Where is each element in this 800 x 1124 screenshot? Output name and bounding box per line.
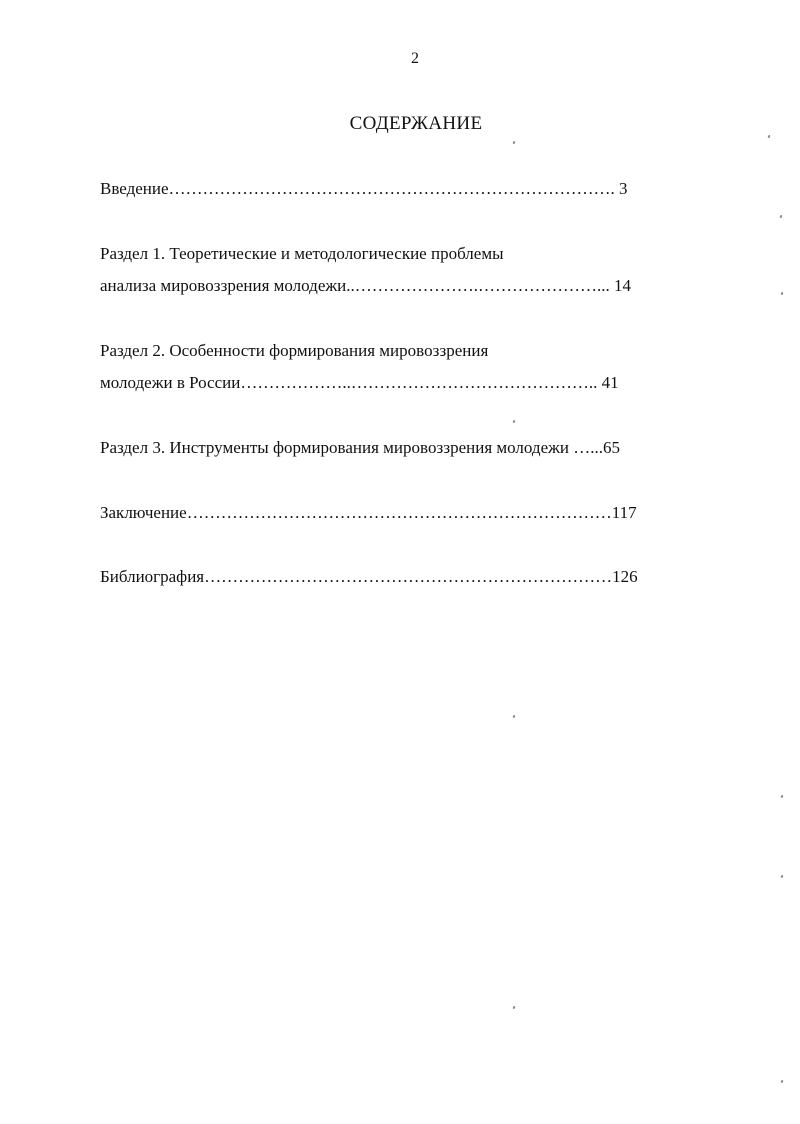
scan-speck [780, 1080, 783, 1084]
scan-speck [779, 215, 782, 219]
scan-speck [512, 1006, 515, 1010]
scan-speck [512, 715, 515, 719]
scan-speck [512, 420, 515, 424]
toc-line: Раздел 2. Особенности формирования мировоззрения [100, 341, 489, 360]
scan-speck [512, 141, 515, 145]
toc-line: Библиография………………………………………………………………126 [100, 567, 638, 586]
toc-line: Введение……………………………………………………………………. 3 [100, 179, 628, 198]
toc-line: Раздел 3. Инструменты формирования мировоззрения молодежи …...65 [100, 438, 620, 457]
toc-line: анализа мировоззрения молодежи..………………….…………………... 14 [100, 276, 631, 295]
scan-speck [780, 292, 783, 296]
page-title: СОДЕРЖАНИЕ [349, 113, 483, 134]
scan-speck [767, 135, 770, 139]
scan-speck [780, 875, 783, 879]
toc-line: молодежи в России………………..…………………………………….. 41 [100, 373, 619, 392]
scan-speck [780, 795, 783, 799]
page-number: 2 [411, 50, 419, 67]
toc-line: Раздел 1. Теоретические и методологические проблемы [100, 244, 504, 263]
toc-line: Заключение…………………………………………………………………117 [100, 503, 637, 522]
